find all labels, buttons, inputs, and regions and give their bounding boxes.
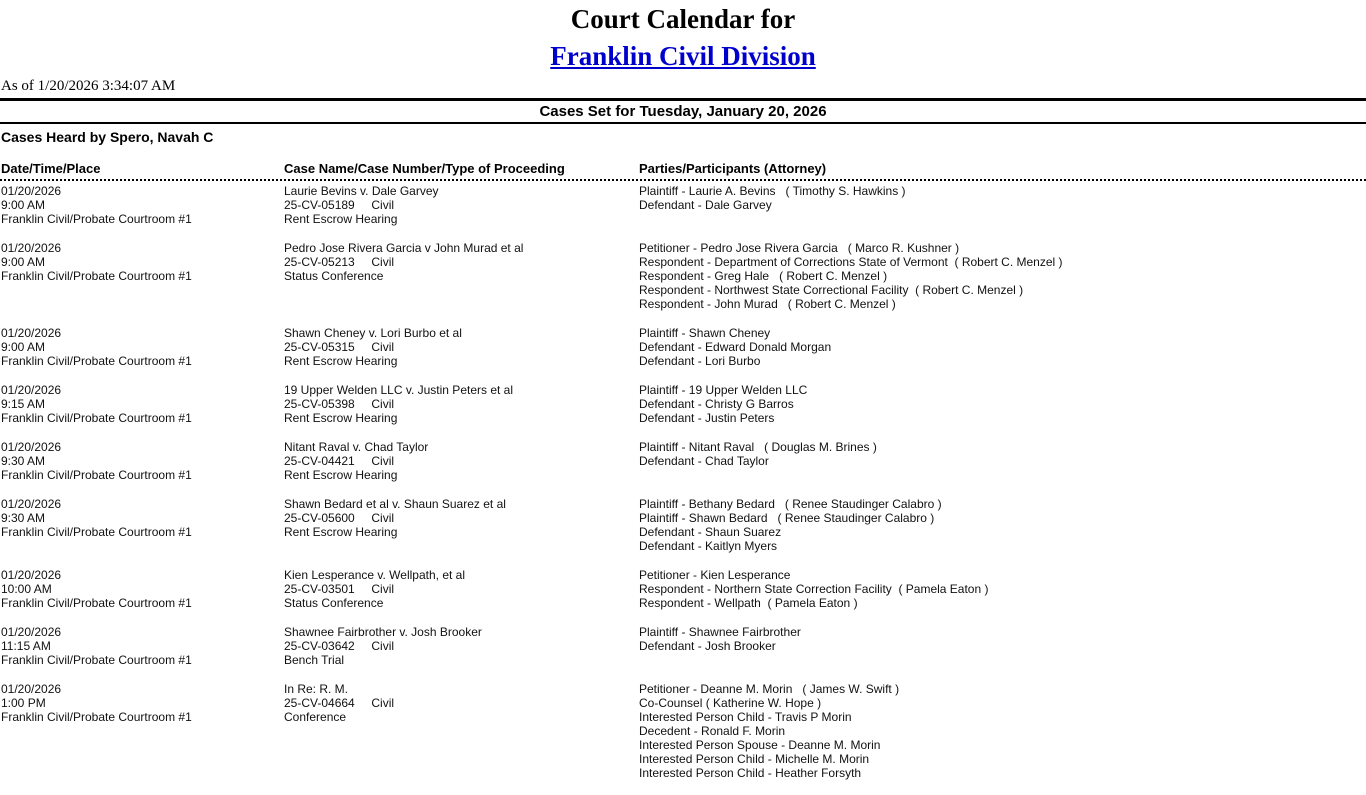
case-place: Franklin Civil/Probate Courtroom #1 [1, 596, 192, 610]
case-parties [639, 326, 1359, 368]
party-line: Respondent - Greg Hale ( Robert C. Menzel ) [639, 269, 888, 283]
case-place: Franklin Civil/Probate Courtroom #1 [1, 411, 192, 425]
case-type: Civil [371, 696, 395, 710]
party-line: Plaintiff - Shawn Bedard ( Renee Staudinger Calabro ) [639, 511, 935, 525]
party-line: Defendant - Kaitlyn Myers [639, 539, 778, 553]
party-line: Co-Counsel ( Katherine W. Hope ) [639, 696, 822, 710]
column-header-case-info: Case Name/Case Number/Type of Proceeding [284, 161, 565, 176]
case-proceeding: Conference [284, 710, 347, 724]
case-date: 01/20/2026 [1, 383, 62, 397]
case-type: Civil [371, 454, 395, 468]
party-line: Defendant - Christy G Barros [639, 397, 794, 411]
case-name: In Re: R. M. [284, 682, 349, 696]
case-time: 9:00 AM [1, 198, 46, 212]
case-name: 19 Upper Welden LLC v. Justin Peters et al [284, 383, 514, 397]
case-date-time-place [1, 184, 281, 226]
case-time: 9:00 AM [1, 255, 46, 269]
case-date-time-place [1, 440, 281, 482]
case-number-row [284, 340, 636, 354]
case-entry [0, 383, 1366, 425]
cases-set-banner: Cases Set for Tuesday, January 20, 2026 [539, 103, 827, 120]
party-line: Interested Person Child - Travis P Morin [639, 710, 852, 724]
case-number: 25-CV-03501 [284, 582, 355, 596]
party-line: Defendant - Lori Burbo [639, 354, 761, 368]
case-proceeding: Status Conference [284, 596, 384, 610]
case-entry [0, 184, 1366, 226]
party-line: Interested Person Spouse - Deanne M. Morin [639, 738, 881, 752]
case-name: Shawnee Fairbrother v. Josh Brooker [284, 625, 482, 639]
case-type: Civil [371, 511, 395, 525]
party-line: Petitioner - Pedro Jose Rivera Garcia ( Marco R. Kushner ) [639, 241, 960, 255]
case-date: 01/20/2026 [1, 184, 62, 198]
case-info [284, 682, 636, 724]
case-entry [0, 625, 1366, 667]
case-entry [0, 326, 1366, 368]
case-type: Civil [371, 340, 395, 354]
party-line: Respondent - Department of Corrections State of Vermont ( Robert C. Menzel ) [639, 255, 1063, 269]
case-parties [639, 383, 1359, 425]
case-parties [639, 241, 1359, 311]
case-name: Kien Lesperance v. Wellpath, et al [284, 568, 465, 582]
case-number-row [284, 511, 636, 525]
case-parties [639, 568, 1359, 610]
case-time: 9:30 AM [1, 511, 46, 525]
case-proceeding: Rent Escrow Hearing [284, 525, 398, 539]
title-block [0, 0, 1366, 73]
party-line: Petitioner - Kien Lesperance [639, 568, 791, 582]
case-name: Shawn Bedard et al v. Shaun Suarez et al [284, 497, 506, 511]
case-time: 9:15 AM [1, 397, 46, 411]
case-place: Franklin Civil/Probate Courtroom #1 [1, 525, 192, 539]
case-info [284, 184, 636, 226]
case-place: Franklin Civil/Probate Courtroom #1 [1, 269, 192, 283]
case-place: Franklin Civil/Probate Courtroom #1 [1, 468, 192, 482]
case-date-time-place [1, 568, 281, 610]
party-line: Plaintiff - Laurie A. Bevins ( Timothy S. Hawkins ) [639, 184, 906, 198]
case-parties [639, 497, 1359, 553]
party-line: Defendant - Dale Garvey [639, 198, 772, 212]
party-line: Respondent - Wellpath ( Pamela Eaton ) [639, 596, 858, 610]
case-name: Pedro Jose Rivera Garcia v John Murad et al [284, 241, 524, 255]
case-proceeding: Rent Escrow Hearing [284, 411, 398, 425]
case-date: 01/20/2026 [1, 440, 62, 454]
case-date: 01/20/2026 [1, 568, 62, 582]
case-date: 01/20/2026 [1, 241, 62, 255]
party-line: Defendant - Justin Peters [639, 411, 775, 425]
party-line: Respondent - Northwest State Correctional Facility ( Robert C. Menzel ) [639, 283, 1024, 297]
case-entry [0, 241, 1366, 311]
party-line: Defendant - Shaun Suarez [639, 525, 782, 539]
case-time: 9:00 AM [1, 340, 46, 354]
case-time: 11:15 AM [1, 639, 51, 653]
case-place: Franklin Civil/Probate Courtroom #1 [1, 653, 192, 667]
case-name: Nitant Raval v. Chad Taylor [284, 440, 429, 454]
case-entry [0, 568, 1366, 610]
case-number: 25-CV-03642 [284, 639, 355, 653]
case-number: 25-CV-05189 [284, 198, 355, 212]
case-type: Civil [371, 397, 395, 411]
party-line: Plaintiff - Shawn Cheney [639, 326, 771, 340]
case-date-time-place [1, 326, 281, 368]
case-number-row [284, 397, 636, 411]
division-link[interactable]: Franklin Civil Division [550, 41, 816, 71]
party-line: Interested Person Child - Heather Forsyth [639, 766, 862, 780]
case-name: Shawn Cheney v. Lori Burbo et al [284, 326, 462, 340]
case-number-row [284, 255, 636, 269]
case-date-time-place [1, 241, 281, 283]
case-date-time-place [1, 625, 281, 667]
case-date-time-place [1, 682, 281, 724]
case-number-row [284, 198, 636, 212]
case-proceeding: Rent Escrow Hearing [284, 354, 398, 368]
case-type: Civil [371, 198, 395, 212]
party-line: Petitioner - Deanne M. Morin ( James W. Swift ) [639, 682, 900, 696]
party-line: Respondent - Northern State Correction Facility ( Pamela Eaton ) [639, 582, 989, 596]
case-proceeding: Rent Escrow Hearing [284, 212, 398, 226]
case-number-row [284, 582, 636, 596]
divider-column-headers [0, 179, 1366, 181]
case-place: Franklin Civil/Probate Courtroom #1 [1, 354, 192, 368]
case-type: Civil [371, 582, 395, 596]
case-date-time-place [1, 383, 281, 425]
column-header-row [0, 161, 1366, 177]
case-date-time-place [1, 497, 281, 539]
case-place: Franklin Civil/Probate Courtroom #1 [1, 710, 192, 724]
case-number-row [284, 639, 636, 653]
case-number: 25-CV-05398 [284, 397, 355, 411]
case-info [284, 241, 636, 283]
case-date: 01/20/2026 [1, 625, 62, 639]
case-place: Franklin Civil/Probate Courtroom #1 [1, 212, 192, 226]
party-line: Defendant - Edward Donald Morgan [639, 340, 832, 354]
case-info [284, 568, 636, 610]
case-entry [0, 440, 1366, 482]
party-line: Plaintiff - Shawnee Fairbrother [639, 625, 801, 639]
case-number: 25-CV-05315 [284, 340, 355, 354]
case-entry-list [0, 184, 1366, 795]
case-proceeding: Bench Trial [284, 653, 345, 667]
party-line: Decedent - Ronald F. Morin [639, 724, 786, 738]
column-header-date-time-place: Date/Time/Place [1, 161, 101, 176]
party-line: Plaintiff - Nitant Raval ( Douglas M. Brines ) [639, 440, 877, 454]
as-of-timestamp: As of 1/20/2026 3:34:07 AM [1, 78, 176, 94]
judge-heading: Cases Heard by Spero, Navah C [1, 129, 214, 145]
case-proceeding: Status Conference [284, 269, 384, 283]
case-entry [0, 682, 1366, 780]
case-info [284, 326, 636, 368]
case-parties [639, 682, 1359, 780]
case-time: 9:30 AM [1, 454, 46, 468]
case-date: 01/20/2026 [1, 326, 62, 340]
page-title: Court Calendar for [570, 4, 796, 34]
case-number-row [284, 696, 636, 710]
case-time: 1:00 PM [1, 696, 46, 710]
case-time: 10:00 AM [1, 582, 52, 596]
case-parties [639, 440, 1359, 468]
case-parties [639, 625, 1359, 653]
case-date: 01/20/2026 [1, 497, 62, 511]
party-line: Defendant - Chad Taylor [639, 454, 769, 468]
column-header-parties: Parties/Participants (Attorney) [639, 161, 827, 176]
case-number: 25-CV-04664 [284, 696, 355, 710]
case-info [284, 383, 636, 425]
case-number: 25-CV-05600 [284, 511, 355, 525]
party-line: Respondent - John Murad ( Robert C. Menzel ) [639, 297, 896, 311]
case-name: Laurie Bevins v. Dale Garvey [284, 184, 439, 198]
case-number: 25-CV-04421 [284, 454, 355, 468]
party-line: Interested Person Child - Michelle M. Morin [639, 752, 870, 766]
case-date: 01/20/2026 [1, 682, 62, 696]
case-entry [0, 497, 1366, 553]
case-number: 25-CV-05213 [284, 255, 355, 269]
case-type: Civil [371, 255, 395, 269]
case-number-row [284, 454, 636, 468]
case-proceeding: Rent Escrow Hearing [284, 468, 398, 482]
case-parties [639, 184, 1359, 212]
case-info [284, 440, 636, 482]
case-info [284, 625, 636, 667]
party-line: Plaintiff - Bethany Bedard ( Renee Staudinger Calabro ) [639, 497, 942, 511]
party-line: Defendant - Josh Brooker [639, 639, 776, 653]
party-line: Plaintiff - 19 Upper Welden LLC [639, 383, 808, 397]
case-info [284, 497, 636, 539]
case-type: Civil [371, 639, 395, 653]
